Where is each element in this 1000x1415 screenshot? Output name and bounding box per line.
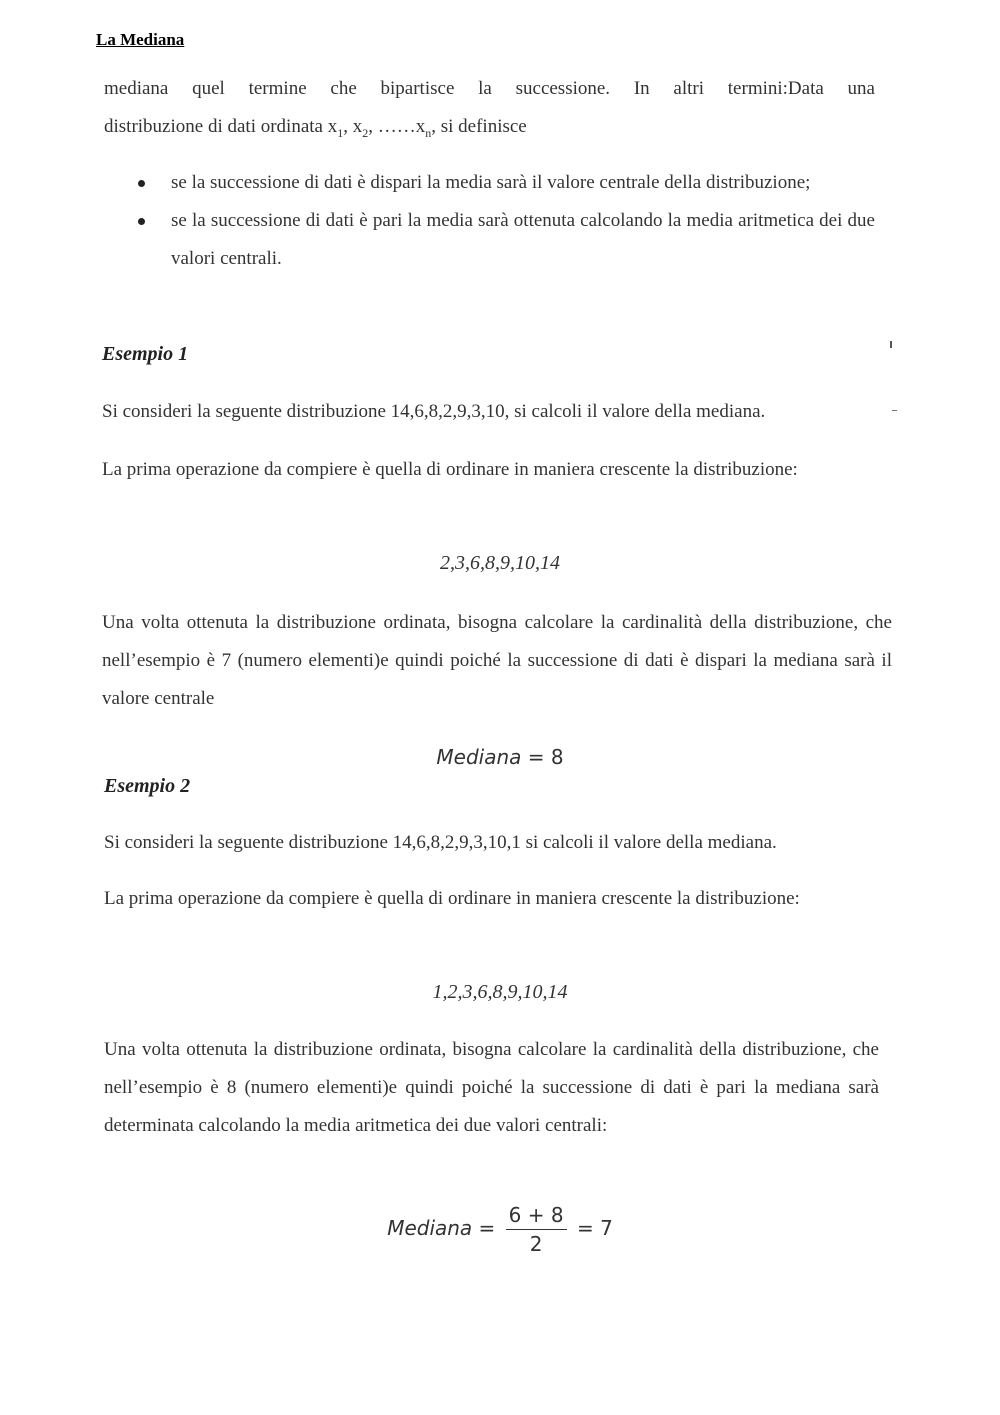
bullet-icon: [138, 218, 145, 225]
intro-sep-1: , x: [343, 116, 363, 137]
formula-label: Mediana: [436, 745, 522, 769]
example-2-step: La prima operazione da compiere è quella di ordinare in maniera crescente la distribuzione:: [104, 888, 800, 909]
subscript-2: 2: [362, 125, 369, 140]
formula-equals: =: [527, 745, 545, 769]
example-2-formula: [0, 1203, 1000, 1256]
page-title: La Mediana: [96, 30, 185, 49]
formula-fraction: [506, 1203, 567, 1256]
example-1-formula: [0, 745, 1000, 769]
subscript-1: 1: [337, 125, 344, 140]
list-item: [104, 164, 875, 202]
example-1-step: La prima operazione da compiere è quella di ordinare in maniera crescente la distribuzione:: [102, 459, 798, 480]
formula-value: 8: [550, 745, 564, 769]
example-2-problem: Si consideri la seguente distribuzione 14,6,8,2,9,3,10,1 si calcoli il valore della mediana.: [104, 832, 777, 853]
margin-mark: [890, 341, 892, 348]
margin-mark: [892, 410, 897, 411]
intro-line-2-prefix: distribuzione di dati ordinata x: [104, 116, 338, 137]
formula-equals: =: [478, 1216, 496, 1240]
example-1-explanation: Una volta ottenuta la distribuzione ordinata, bisogna calcolare la cardinalità della distribuzione, che nell’esempio è 7 (numero elementi)e quindi poiché la successione di dati è dispari la mediana sarà il valore centrale: [102, 612, 892, 709]
intro-line-1: mediana quel termine che bipartisce la successione. In altri termini:Data una: [104, 78, 875, 99]
definition-list: [104, 164, 875, 278]
example-2-heading: Esempio 2: [104, 775, 191, 797]
formula-value: 7: [600, 1216, 613, 1240]
intro-sep-2: , ……x: [368, 116, 426, 137]
subscript-n: n: [425, 125, 432, 140]
fraction-numerator: 6 + 8: [506, 1203, 567, 1230]
example-1-heading: Esempio 1: [102, 343, 189, 365]
example-1-problem: Si consideri la seguente distribuzione 14,6,8,2,9,3,10, si calcoli il valore della mediana.: [102, 401, 766, 422]
example-1-sorted-sequence: 2,3,6,8,9,10,14: [440, 552, 560, 574]
bullet-icon: [138, 180, 145, 187]
list-item-text: se la successione di dati è pari la media sarà ottenuta calcolando la media aritmetica dei due valori centrali.: [171, 210, 875, 269]
fraction-denominator: 2: [529, 1232, 543, 1256]
intro-line-2-suffix: , si definisce: [431, 116, 527, 137]
formula-equals: =: [576, 1216, 594, 1240]
list-item: [104, 202, 875, 278]
example-2-sorted-sequence: 1,2,3,6,8,9,10,14: [432, 981, 568, 1003]
formula-label: Mediana: [387, 1216, 473, 1240]
intro-line-2: [104, 108, 875, 152]
example-2-explanation: Una volta ottenuta la distribuzione ordinata, bisogna calcolare la cardinalità della distribuzione, che nell’esempio è 8 (numero elementi)e quindi poiché la successione di dati è pari la mediana sarà determinata calcolando la media aritmetica dei due valori centrali:: [104, 1039, 879, 1136]
list-item-text: se la successione di dati è dispari la media sarà il valore centrale della distribuzione;: [171, 172, 811, 193]
